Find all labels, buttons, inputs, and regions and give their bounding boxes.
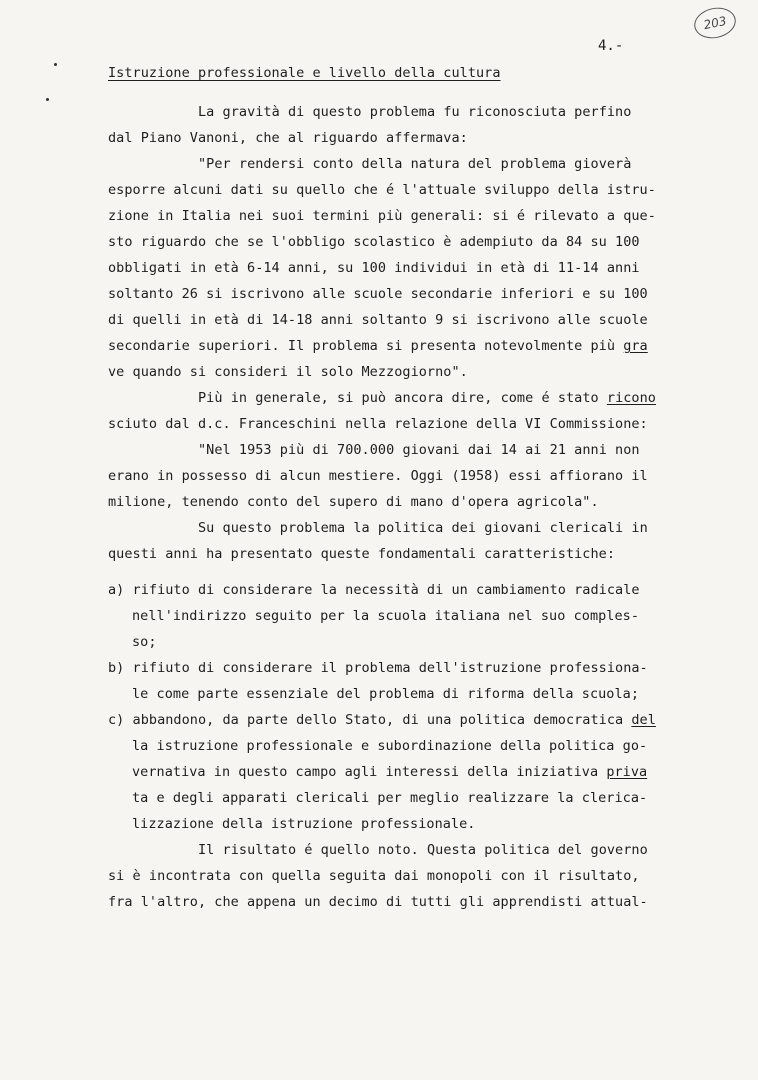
text-line	[198, 155, 631, 173]
text-fragment: so;	[132, 634, 157, 650]
text-line	[198, 103, 631, 121]
text-fragment: si è incontrata con quella seguita dai monopoli con il risultato,	[108, 868, 640, 884]
text-line	[108, 207, 656, 225]
text-fragment: c) abbandono, da parte dello Stato, di una politica democratica	[108, 712, 632, 728]
text-fragment: b) rifiuto di considerare il problema dell'istruzione professiona-	[108, 660, 648, 676]
text-line	[198, 519, 648, 537]
text-line	[132, 685, 639, 703]
text-fragment: fra l'altro, che appena un decimo di tutti gli apprendisti attual-	[108, 894, 648, 910]
text-line	[108, 285, 648, 303]
text-fragment: ta e degli apparati clericali per meglio realizzare la clerica-	[132, 790, 648, 806]
text-line	[108, 893, 648, 911]
text-fragment: le come parte essenziale del problema di riforma della scuola;	[132, 686, 640, 702]
text-line	[132, 737, 647, 755]
text-fragment: zione in Italia nei suoi termini più generali: si é rilevato a que-	[108, 208, 656, 224]
text-line	[132, 815, 475, 833]
archive-stamp: 203	[691, 4, 738, 42]
text-line	[132, 633, 157, 651]
text-line	[108, 659, 648, 677]
text-line	[132, 789, 647, 807]
text-fragment: vernativa in questo campo agli interessi della iniziativa	[132, 764, 607, 780]
text-fragment: lizzazione della istruzione professionale.	[132, 816, 476, 832]
page-number: 4.-	[598, 38, 624, 54]
text-line	[108, 711, 656, 729]
text-line	[132, 763, 647, 781]
text-fragment: a) rifiuto di considerare la necessità di un cambiamento radicale	[108, 582, 640, 598]
text-line	[108, 493, 599, 511]
section-heading: Istruzione professionale e livello della cultura	[108, 65, 501, 81]
text-fragment: erano in possesso di alcun mestiere. Oggi (1958) essi affiorano il	[108, 468, 648, 484]
text-line	[108, 337, 648, 355]
text-line	[108, 415, 648, 433]
text-fragment: dal Piano Vanoni, che al riguardo affermava:	[108, 130, 468, 146]
text-line	[108, 545, 615, 563]
text-line	[108, 363, 468, 381]
text-fragment: la istruzione professionale e subordinazione della politica go-	[132, 738, 648, 754]
underlined-fragment: priva	[606, 764, 648, 780]
text-fragment: obbligati in età 6-14 anni, su 100 individui in età di 11-14 anni	[108, 260, 640, 276]
text-fragment: soltanto 26 si iscrivono alle scuole secondarie inferiori e su 100	[108, 286, 648, 302]
text-fragment: "Per rendersi conto della natura del problema gioverà	[198, 156, 632, 172]
text-fragment: questi anni ha presentato queste fondamentali caratteristiche:	[108, 546, 616, 562]
text-fragment: sciuto dal d.c. Franceschini nella relazione della VI Commissione:	[108, 416, 648, 432]
text-line	[108, 181, 656, 199]
text-fragment: Il risultato é quello noto. Questa politica del governo	[198, 842, 648, 858]
text-fragment: di quelli in età di 14-18 anni soltanto 9 si iscrivono alle scuole	[108, 312, 648, 328]
text-line	[108, 311, 648, 329]
text-line	[198, 441, 640, 459]
margin-mark	[54, 63, 57, 66]
text-line	[108, 233, 640, 251]
margin-mark	[46, 98, 49, 101]
text-line	[108, 581, 640, 599]
text-line	[198, 389, 656, 407]
text-fragment: ve quando si consideri il solo Mezzogiorno".	[108, 364, 468, 380]
text-fragment: esporre alcuni dati su quello che é l'attuale sviluppo della istru-	[108, 182, 656, 198]
text-line	[198, 841, 648, 859]
underlined-fragment: ricono	[606, 390, 656, 406]
text-fragment: Su questo problema la politica dei giovani clericali in	[198, 520, 648, 536]
text-fragment: secondarie superiori. Il problema si presenta notevolmente più	[108, 338, 624, 354]
text-fragment: sto riguardo che se l'obbligo scolastico è adempiuto da 84 su 100	[108, 234, 640, 250]
underlined-fragment: gra	[623, 338, 648, 354]
text-fragment: "Nel 1953 più di 700.000 giovani dai 14 ai 21 anni non	[198, 442, 640, 458]
text-fragment: La gravità di questo problema fu riconosciuta perfino	[198, 104, 632, 120]
text-line	[108, 259, 640, 277]
text-fragment: Più in generale, si può ancora dire, come é stato	[198, 390, 607, 406]
text-line	[108, 467, 648, 485]
text-line	[132, 607, 639, 625]
text-line	[108, 129, 468, 147]
text-fragment: nell'indirizzo seguito per la scuola italiana nel suo comples-	[132, 608, 640, 624]
text-line	[108, 867, 640, 885]
text-fragment: milione, tenendo conto del supero di mano d'opera agricola".	[108, 494, 599, 510]
underlined-fragment: del	[631, 712, 656, 728]
